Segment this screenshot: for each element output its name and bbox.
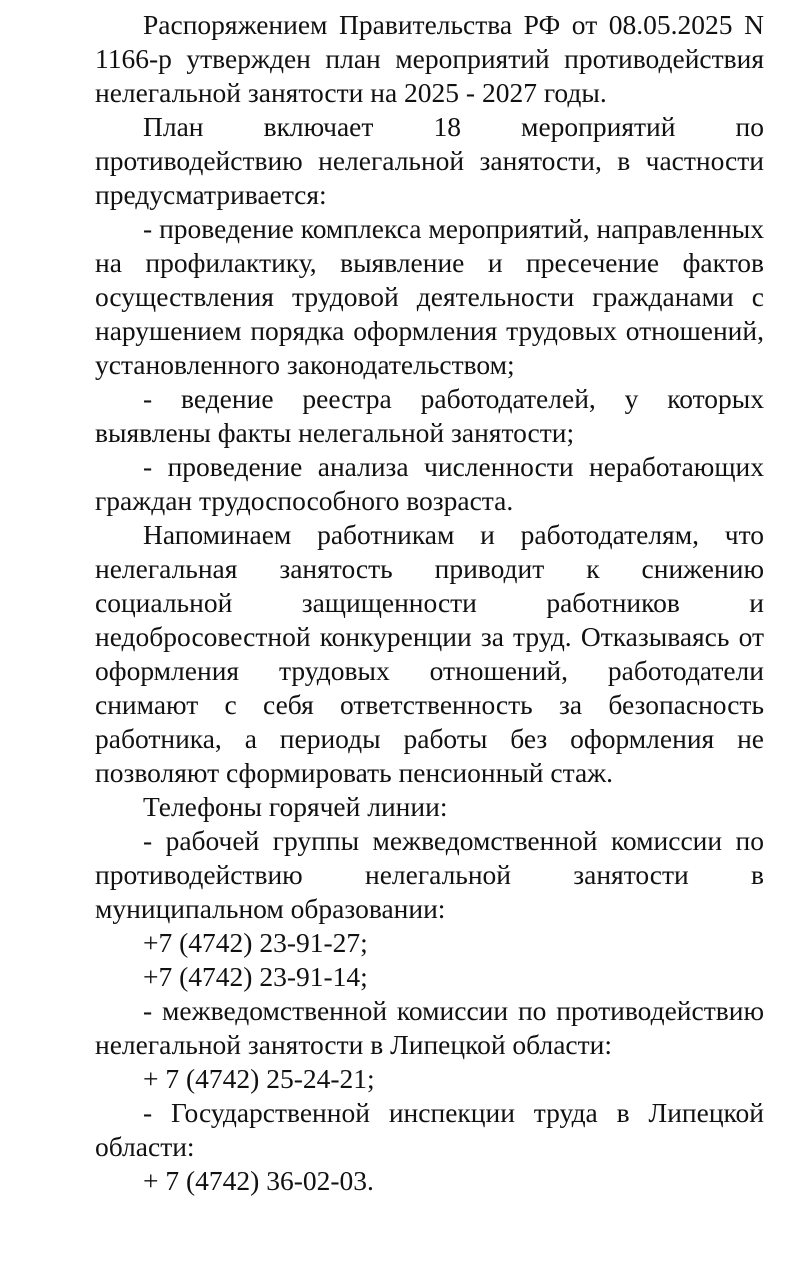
paragraph-hotlines-heading: Телефоны горячей линии: [143,791,448,822]
list-item-measures: - проведение комплекса мероприятий, направленных на профилактику, выявление и пресечение фактов осуществления трудовой деятельности гражданами с нарушением порядка оформления трудовых отношений, установленного законодательством; [95,213,764,380]
list-item-hotline-municipal: - рабочей группы межведомственной комиссии по противодействию нелегальной занятости в муниципальном образовании: [95,825,764,924]
phone-number: + 7 (4742) 25-24-21; [143,1063,375,1094]
document-body [95,8,764,1198]
paragraph-plan: План включает 18 мероприятий по противодействию нелегальной занятости, в частности предусматривается: [95,111,764,210]
list-item-registry: - ведение реестра работодателей, у которых выявлены факты нелегальной занятости; [95,383,764,448]
paragraph-intro: Распоряжением Правительства РФ от 08.05.2025 N 1166-р утвержден план мероприятий противодействия нелегальной занятости на 2025 - 2027 годы. [95,9,764,108]
phone-number: +7 (4742) 23-91-27; [143,927,368,958]
phone-number: +7 (4742) 23-91-14; [143,961,368,992]
phone-number: + 7 (4742) 36-02-03. [143,1165,374,1196]
paragraph-reminder: Напоминаем работникам и работодателям, что нелегальная занятость приводит к снижению социальной защищенности работников и недобросовестной конкуренции за труд. Отказываясь от оформления трудовых отношений, работодатели снимают с себя ответственность за безопасность работника, а периоды работы без оформления не позволяют сформировать пенсионный стаж. [95,519,764,788]
list-item-hotline-region: - межведомственной комиссии по противодействию нелегальной занятости в Липецкой области: [95,995,764,1060]
list-item-hotline-inspection: - Государственной инспекции труда в Липецкой области: [95,1097,764,1162]
list-item-analysis: - проведение анализа численности неработающих граждан трудоспособного возраста. [95,451,764,516]
